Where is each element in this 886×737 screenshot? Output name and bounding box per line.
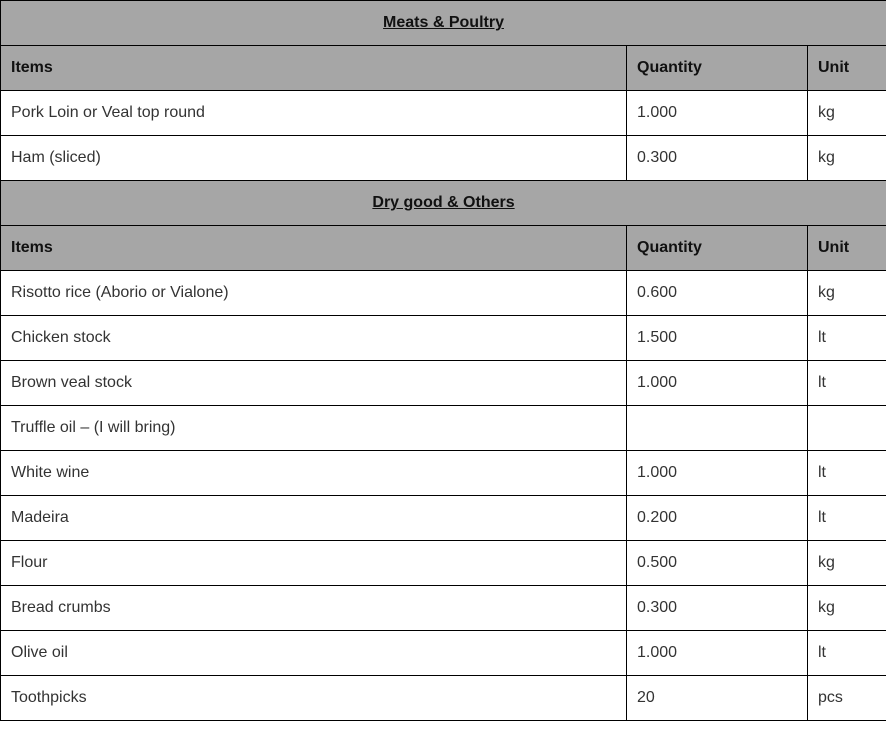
header-unit: Unit: [808, 226, 886, 271]
unit-cell: lt: [808, 361, 886, 406]
item-cell: White wine: [1, 451, 627, 496]
table-row: [1, 271, 886, 316]
section-title-dry-goods: Dry good & Others: [1, 181, 886, 226]
unit-cell: kg: [808, 91, 886, 136]
table-row: [1, 451, 886, 496]
item-cell: Bread crumbs: [1, 586, 627, 631]
header-unit: Unit: [808, 46, 886, 91]
item-cell: Flour: [1, 541, 627, 586]
unit-cell: lt: [808, 631, 886, 676]
unit-cell: kg: [808, 136, 886, 181]
item-cell: Chicken stock: [1, 316, 627, 361]
header-items: Items: [1, 46, 627, 91]
quantity-cell: 20: [627, 676, 808, 721]
unit-cell: pcs: [808, 676, 886, 721]
section-title-row: [1, 1, 886, 46]
quantity-cell: 1.000: [627, 631, 808, 676]
section-title-meats-poultry: Meats & Poultry: [1, 1, 886, 46]
item-cell: Madeira: [1, 496, 627, 541]
item-cell: Truffle oil – (I will bring): [1, 406, 627, 451]
item-cell: Pork Loin or Veal top round: [1, 91, 627, 136]
unit-cell: [808, 406, 886, 451]
header-items: Items: [1, 226, 627, 271]
unit-cell: kg: [808, 271, 886, 316]
item-cell: Ham (sliced): [1, 136, 627, 181]
unit-cell: kg: [808, 541, 886, 586]
quantity-cell: 0.300: [627, 136, 808, 181]
quantity-cell: 1.000: [627, 91, 808, 136]
header-quantity: Quantity: [627, 226, 808, 271]
table-row: [1, 586, 886, 631]
table-row: [1, 541, 886, 586]
unit-cell: kg: [808, 586, 886, 631]
quantity-cell: 1.000: [627, 451, 808, 496]
quantity-cell: 0.300: [627, 586, 808, 631]
item-cell: Toothpicks: [1, 676, 627, 721]
quantity-cell: [627, 406, 808, 451]
item-cell: Brown veal stock: [1, 361, 627, 406]
table-row: [1, 361, 886, 406]
quantity-cell: 0.200: [627, 496, 808, 541]
item-cell: Olive oil: [1, 631, 627, 676]
section-title-row: [1, 181, 886, 226]
quantity-cell: 1.500: [627, 316, 808, 361]
table-row: [1, 406, 886, 451]
item-cell: Risotto rice (Aborio or Vialone): [1, 271, 627, 316]
table-row: [1, 631, 886, 676]
unit-cell: lt: [808, 451, 886, 496]
table-row: [1, 496, 886, 541]
unit-cell: lt: [808, 316, 886, 361]
header-quantity: Quantity: [627, 46, 808, 91]
table-row: [1, 676, 886, 721]
table-row: [1, 316, 886, 361]
table-row: [1, 91, 886, 136]
quantity-cell: 0.600: [627, 271, 808, 316]
column-header-row: [1, 46, 886, 91]
table-row: [1, 136, 886, 181]
unit-cell: lt: [808, 496, 886, 541]
column-header-row: [1, 226, 886, 271]
quantity-cell: 1.000: [627, 361, 808, 406]
quantity-cell: 0.500: [627, 541, 808, 586]
